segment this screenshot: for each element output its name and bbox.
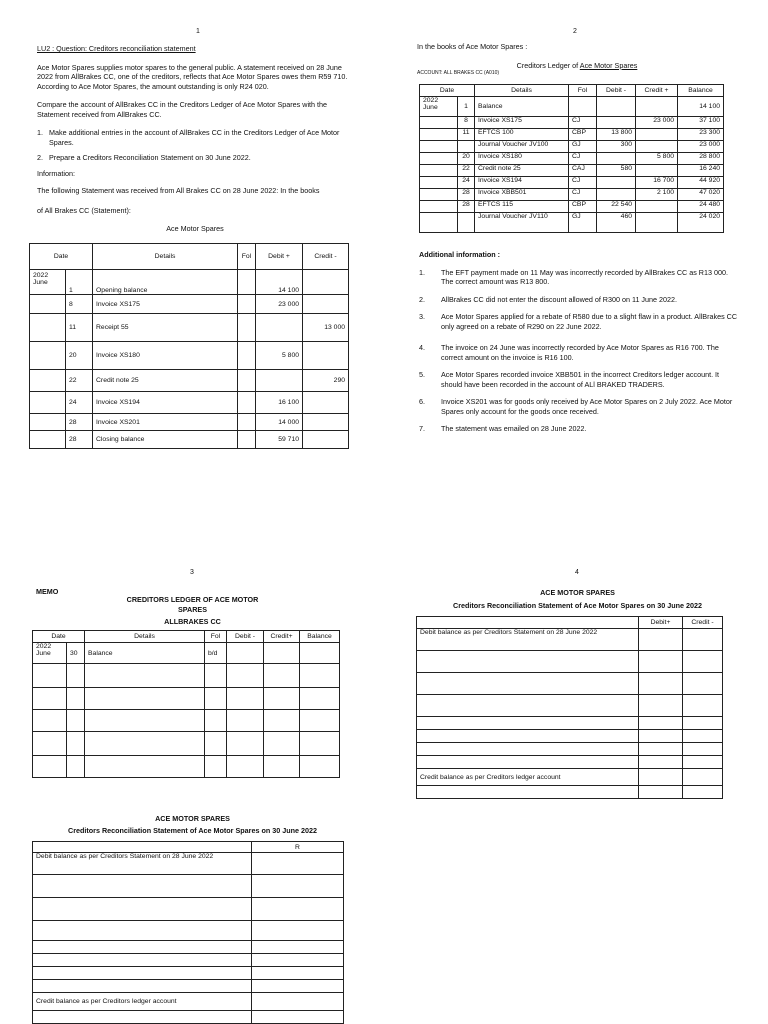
table-row	[33, 688, 340, 710]
col-credit: Credit -	[303, 244, 349, 270]
information-text: The following Statement was received from All Brakes CC on 28 June 2022: In the books	[37, 186, 320, 195]
table-row	[417, 743, 723, 756]
ledger-title: Creditors Ledger of Ace Motor Spares	[516, 60, 638, 70]
memo-recon-table	[32, 841, 344, 1024]
table-row: Debit balance as per Creditors Statement on 28 June 2022	[33, 853, 344, 875]
table-row	[417, 786, 723, 799]
page-number-3: 3	[190, 569, 194, 576]
table-row: 28 Closing balance 59 710	[30, 431, 349, 449]
account-line: ACCOUNT: ALL BRAKES CC (A010)	[417, 70, 500, 76]
question-heading: LU2 : Question: Creditors reconciliation statement	[37, 44, 196, 53]
col-fol: Fol	[205, 631, 227, 643]
col-fol: Fol	[238, 244, 256, 270]
table-row: 11 Receipt 55 13 000	[30, 314, 349, 342]
information-text-2: of All Brakes CC (Statement):	[37, 205, 131, 215]
recon-title-1: ACE MOTOR SPARES	[540, 588, 615, 597]
recon-title-2: Creditors Reconciliation Statement of Ace Motor Spares on 30 June 2022	[68, 826, 317, 835]
task-list	[37, 128, 353, 163]
col-r: R	[252, 842, 344, 853]
table-row	[417, 651, 723, 673]
table-row: Credit balance as per Creditors ledger account	[417, 769, 723, 786]
col-debit: Debit -	[597, 85, 636, 97]
recon-table	[416, 616, 723, 799]
page-2	[417, 42, 737, 77]
table-row: 24 Invoice XS194 CJ 16 700 44 920	[420, 177, 724, 189]
memo-label: MEMO	[36, 587, 59, 596]
col-details: Details	[475, 85, 569, 97]
table-row: 2022 June 1 Opening balance 14 100	[30, 270, 349, 295]
date-year-month: 2022 June	[30, 270, 66, 295]
books-line: In the books of Ace Motor Spares :	[417, 42, 528, 51]
list-item: 7. The statement was emailed on 28 June 2022.	[419, 424, 587, 433]
col-details: Details	[85, 631, 205, 643]
page-1	[37, 44, 353, 234]
page-number-4: 4	[575, 569, 579, 576]
table-row: 28 EFTCS 115 CBP 22 540 24 480	[420, 201, 724, 213]
table-row	[417, 730, 723, 743]
col-details: Details	[93, 244, 238, 270]
page-number-1: 1	[196, 28, 200, 35]
memo-ledger-table	[32, 630, 340, 778]
ledger-table	[419, 84, 724, 233]
table-row: Credit balance as per Creditors ledger account	[33, 993, 344, 1011]
table-row	[33, 710, 340, 732]
table-row: 22 Credit note 25 290	[30, 370, 349, 392]
col-date: Date	[33, 631, 85, 643]
additional-information	[419, 250, 739, 442]
date-year-month: 2022 June	[33, 643, 67, 664]
table-row	[33, 980, 344, 993]
date-year-month: 2022 June	[420, 97, 458, 117]
page-3-titles	[100, 595, 285, 627]
col-date: Date	[420, 85, 475, 97]
table-row	[417, 756, 723, 769]
table-row: 24 Invoice XS194 16 100	[30, 392, 349, 414]
table-row	[33, 664, 340, 688]
table-row	[417, 717, 723, 730]
recon-title-2: Creditors Reconciliation Statement of Ace Motor Spares on 30 June 2022	[453, 601, 702, 610]
list-item: 2. AllBrakes CC did not enter the discount allowed of R300 on 11 June 2022.	[419, 294, 678, 304]
table-row	[33, 954, 344, 967]
col-date: Date	[30, 244, 93, 270]
table-row: Journal Voucher JV100 GJ 300 23 000	[420, 141, 724, 153]
table-row: 11 EFTCS 100 CBP 13 800 23 300	[420, 129, 724, 141]
ledger-title-line-1: CREDITORS LEDGER OF ACE MOTOR	[126, 595, 259, 604]
table-row: 22 Credit note 25 CAJ 580 16 240	[420, 165, 724, 177]
col-credit: Credit+	[264, 631, 300, 643]
table-row	[33, 1011, 344, 1024]
additional-info-list	[419, 268, 739, 434]
col-debit: Debit -	[227, 631, 264, 643]
table-row: 20 Invoice XS180 CJ 5 800 28 800	[420, 153, 724, 165]
task-item: 1. Make additional entries in the account of AllBrakes CC in the Creditors Ledger of Ace Motor Spares.	[37, 128, 340, 147]
task-item: 2. Prepare a Creditors Reconciliation Statement on 30 June 2022.	[37, 153, 251, 162]
table-row	[33, 875, 344, 898]
table-row: 2022 June 1 Balance 14 100	[420, 97, 724, 117]
table-row: 8 Invoice XS175 23 000	[30, 295, 349, 314]
ledger-title-line-2: SPARES	[177, 604, 208, 614]
list-item: 1. The EFT payment made on 11 May was incorrectly recorded by AllBrakes CC as R13 000. The correct amount was R13 800.	[419, 267, 728, 286]
col-balance: Balance	[678, 85, 724, 97]
list-item: 4. The invoice on 24 June was incorrectly recorded by Ace Motor Spares as R16 700. The correct amount on the invoice is R16 100.	[419, 343, 719, 362]
compare-paragraph: Compare the account of AllBrakes CC in the Creditors Ledger of Ace Motor Spares with the Statement received from AllBrakes CC.	[37, 100, 328, 119]
table-row: 28 Invoice XBB501 CJ 2 100 47 020	[420, 189, 724, 201]
col-debit: Debit +	[256, 244, 303, 270]
table-row: 2022 June 30 Balance b/d	[33, 643, 340, 664]
information-label: Information:	[37, 168, 75, 178]
table-row	[417, 695, 723, 717]
table-row: Journal Voucher JV110 GJ 460 24 020	[420, 213, 724, 233]
statement-table	[29, 243, 349, 449]
col-debit: Debit+	[639, 617, 683, 629]
list-item: 5. Ace Motor Spares recorded invoice XBB501 in the incorrect Creditors ledger account. It should have been recorded in the account of ALl BRAKED TRADERS.	[419, 370, 720, 389]
col-credit: Credit +	[636, 85, 678, 97]
table-row	[33, 967, 344, 980]
list-item: 3. Ace Motor Spares applied for a rebate of R580 due to a slight flaw in a product. AllBrakes CC only agreed on a rebate of R290 on 22 June 2022.	[419, 312, 738, 331]
statement-table-title: Ace Motor Spares	[166, 224, 224, 233]
table-row	[33, 941, 344, 954]
col-balance: Balance	[300, 631, 340, 643]
table-row: 20 Invoice XS180 5 800	[30, 342, 349, 370]
table-row: 28 Invoice XS201 14 000	[30, 414, 349, 431]
table-row	[33, 921, 344, 941]
list-item: 6. Invoice XS201 was for goods only received by Ace Motor Spares on 2 July 2022. Ace Motor Spares only account for the goods once received.	[419, 397, 733, 416]
intro-paragraph: Ace Motor Spares supplies motor spares to the general public. A statement received on 28 June 2022 from AllBrakes CC, one of the creditors, reflects that Ace Motor Spares owes them R59 710. According to Ace Motor Spares, the amount outstanding is only R24 020.	[37, 62, 348, 91]
col-fol: Fol	[569, 85, 597, 97]
table-row	[33, 732, 340, 756]
table-row: 8 Invoice XS175 CJ 23 000 37 100	[420, 117, 724, 129]
recon-title-1: ACE MOTOR SPARES	[155, 814, 230, 823]
page-number-2: 2	[573, 28, 577, 35]
additional-info-title: Additional information :	[419, 250, 501, 259]
table-row	[33, 898, 344, 921]
col-credit: Credit -	[683, 617, 723, 629]
ledger-account-name: ALLBRAKES CC	[164, 617, 221, 626]
table-row	[33, 756, 340, 778]
table-row: Debit balance as per Creditors Statement on 28 June 2022	[417, 629, 723, 651]
table-row	[417, 673, 723, 695]
